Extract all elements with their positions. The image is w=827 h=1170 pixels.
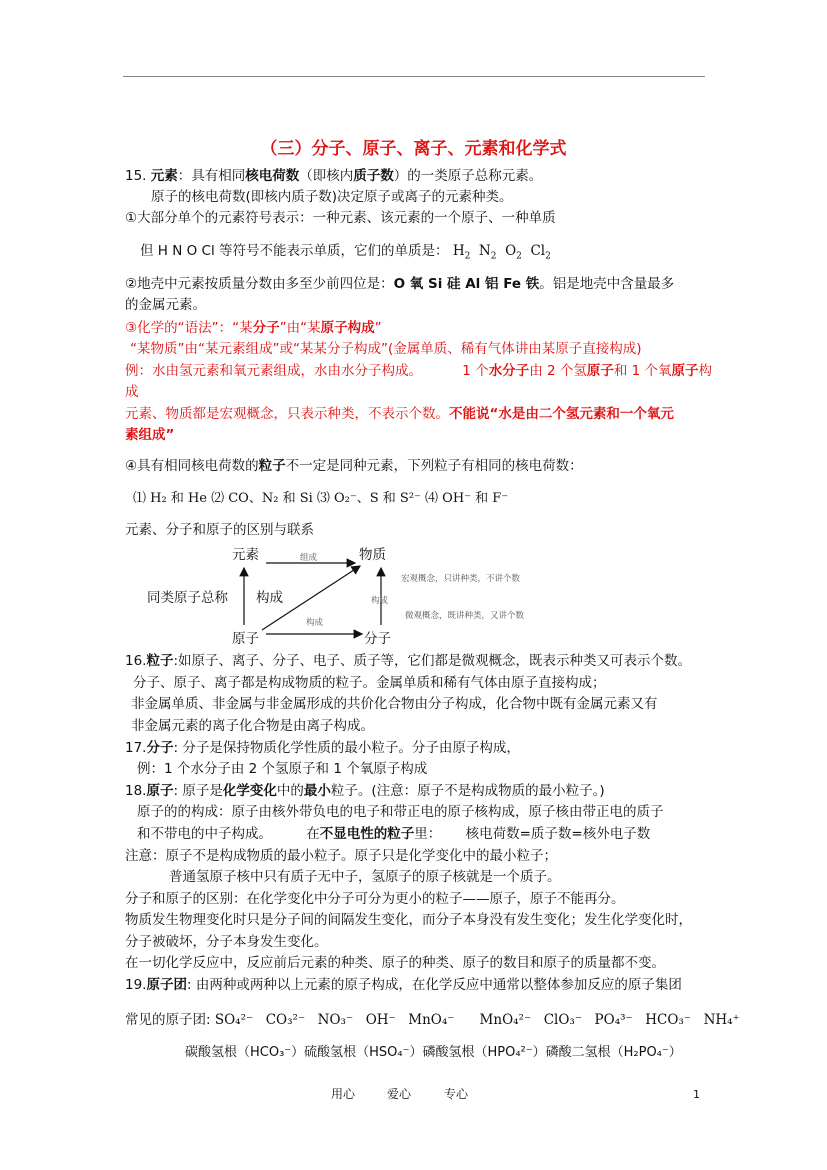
group-nh4: NH₄⁺	[703, 1012, 740, 1028]
group-mno4: MnO₄⁻	[408, 1012, 455, 1028]
label-goucheng-right: 构成	[371, 596, 389, 606]
p4-line: ④具有相同核电荷数的粒子不一定是同种元素，下列粒子有相同的核电荷数：	[125, 458, 583, 474]
macro-line1: 元素、物质都是宏观概念，只表示种类，不表示个数。不能说“水是由二个氢元素和一个氧元	[125, 406, 674, 422]
p15-c: （即核内	[299, 168, 354, 184]
gas-n2: $N_2$	[478, 243, 497, 262]
p15-term: 元素	[150, 168, 178, 184]
label-same-atoms: 同类原子总称	[147, 590, 228, 606]
p15-line6: 的金属元素。	[125, 297, 206, 313]
page-title: （三）分子、原子、离子、元素和化学式	[260, 139, 567, 159]
p19-acid-radicals: 碳酸氢根（HCO₃⁻）硫酸氢根（HSO₄⁻）磷酸氢根（HPO₄²⁻）磷酸二氢根（H₂PO₄⁻）	[185, 1045, 682, 1060]
node-substance: 物质	[359, 547, 386, 563]
group-hco3: HCO₃⁻	[645, 1012, 691, 1028]
p16-line4: 非金属元素的离子化合物是由离子构成。	[131, 718, 374, 734]
p18-phys: 物质发生物理变化时只是分子间的间隔发生变化，而分子本身没有发生变化；发生化学变化时，	[125, 912, 692, 928]
p19-groups-line: 常见的原子团: SO₄²⁻ CO₃²⁻ NO₃⁻ OH⁻ MnO₄⁻ MnO₄²⁻ ClO₃⁻ PO₄³⁻ HCO₃⁻ NH₄⁺	[125, 1012, 740, 1028]
p15-e: ）的一类原子总称元素。	[393, 168, 543, 184]
p15-num: 15.	[125, 168, 147, 184]
p15-line5b: 。铝是地壳中含量最多	[539, 276, 675, 292]
p17-line1: 17.分子: 分子是保持物质化学性质的最小粒子。分子由原子构成，	[125, 740, 520, 756]
macro-note: 宏观概念，只讲种类，不讲个数	[401, 574, 521, 584]
label-zucheng: 组成	[300, 553, 318, 563]
node-element: 元素	[232, 547, 259, 563]
group-mno4-2: MnO₄²⁻	[479, 1012, 532, 1028]
grammar-line1: ③化学的“语法”：“某分子”由“某原子构成”	[125, 320, 382, 336]
example-line2: 成	[125, 384, 139, 400]
p18-diff: 分子和原子的区别：在化学变化中分子可分为更小的粒子——原子，原子不能再分。	[125, 891, 625, 907]
p16-line1: 16.粒子:如原子、离子、分子、电子、质子等，它们都是微观概念，既表示种类又可表示个数。	[125, 653, 692, 669]
p19-line1: 19.原子团: 由两种或两种以上元素的原子构成，在化学反应中通常以整体参加反应的原子集团	[125, 977, 682, 993]
p17-line2: 例：1 个水分子由 2 个氢原子和 1 个氧原子构成	[137, 761, 428, 777]
footer-b: 爱心	[387, 1087, 412, 1101]
node-atom: 原子	[232, 631, 259, 647]
crust-elements: O 氧 Si 硅 Al 铝 Fe 铁	[393, 276, 540, 292]
diagram-caption: 元素、分子和原子的区别与联系	[125, 522, 314, 538]
p18-note1: 注意：原子不是构成物质的最小粒子。原子只是化学变化中的最小粒子；	[125, 848, 557, 864]
group-co3: CO₃²⁻	[265, 1012, 306, 1028]
grammar-line2: “某物质”由“某元素组成”或“某某分子构成”(金属单质、稀有气体讲由某原子直接构成)	[130, 341, 642, 357]
p18-line3: 和不带电的中子构成。 在不显电性的粒子里： 核电荷数=质子数=核外电子数	[137, 826, 651, 842]
group-po4: PO₄³⁻	[594, 1012, 633, 1028]
p15-line2: 原子的核电荷数(即核内质子数)决定原子或离子的元素种类。	[151, 189, 513, 205]
p15-line4a: 但 H N O Cl 等符号不能表示单质，它们的单质是：	[140, 243, 449, 259]
p15-a: ：具有相同	[177, 168, 246, 184]
group-so4: SO₄²⁻	[214, 1012, 254, 1028]
p18-line1: 18.原子: 原子是化学变化中的最小粒子。(注意：原子不是构成物质的最小粒子。)	[125, 783, 605, 799]
p18-line2: 原子的的构成：原子由核外带负电的电子和带正电的原子核构成，原子核由带正电的质子	[137, 804, 664, 820]
footer-c: 专心	[444, 1087, 469, 1101]
page-number: 1	[693, 1088, 700, 1101]
p15-line5a: ②地壳中元素按质量分数由多至少前四位是：	[125, 276, 394, 292]
micro-note: 微观概念，既讲种类，又讲个数	[405, 611, 525, 621]
label-compose: 构成	[256, 590, 283, 606]
node-molecule: 分子	[364, 631, 391, 647]
group-oh: OH⁻	[365, 1012, 396, 1028]
gas-o2: $O_2$	[505, 243, 522, 262]
p15-line3: ①大部分单个的元素符号表示：一种元素、该元素的一个原子、一种单质	[125, 210, 556, 226]
group-clo3: ClO₃⁻	[543, 1012, 582, 1028]
group-no3: NO₃⁻	[317, 1012, 354, 1028]
p18-note2: 普通氢原子核中只有质子无中子，氢原子的原子核就是一个质子。	[169, 869, 561, 885]
p15-b: 核电荷数	[245, 168, 300, 184]
p16-line3: 非金属单质、非金属与非金属形成的共价化合物由分子构成，化合物中既有金属元素又有	[131, 696, 658, 712]
example-line1: 例：水由氢元素和氧元素组成，水由水分子构成。 1 个水分子由 2 个氢原子和 1 个氧原子构	[125, 363, 713, 379]
same-charge-list: ⑴ H₂ 和 He ⑵ CO、N₂ 和 Si ⑶ O₂⁻、S 和 S²⁻ ⑷ OH⁻ 和 F⁻	[133, 491, 509, 506]
macro-line2: 素组成”	[125, 427, 175, 443]
p15-d: 质子数	[353, 168, 394, 184]
label-goucheng-diag: 构成	[306, 618, 324, 628]
p18-broken: 分子被破坏，分子本身发生变化。	[125, 934, 328, 950]
footer-a: 用心	[331, 1087, 356, 1101]
p18-reaction: 在一切化学反应中，反应前后元素的种类、原子的种类、原子的数目和原子的质量都不变。	[125, 955, 665, 971]
p16-line2: 分子、原子、离子都是构成物质的粒子。金属单质和稀有气体由原子直接构成；	[133, 675, 606, 691]
gas-cl2: $Cl_2$	[530, 243, 551, 262]
gas-h2: $H_2$	[452, 243, 471, 262]
